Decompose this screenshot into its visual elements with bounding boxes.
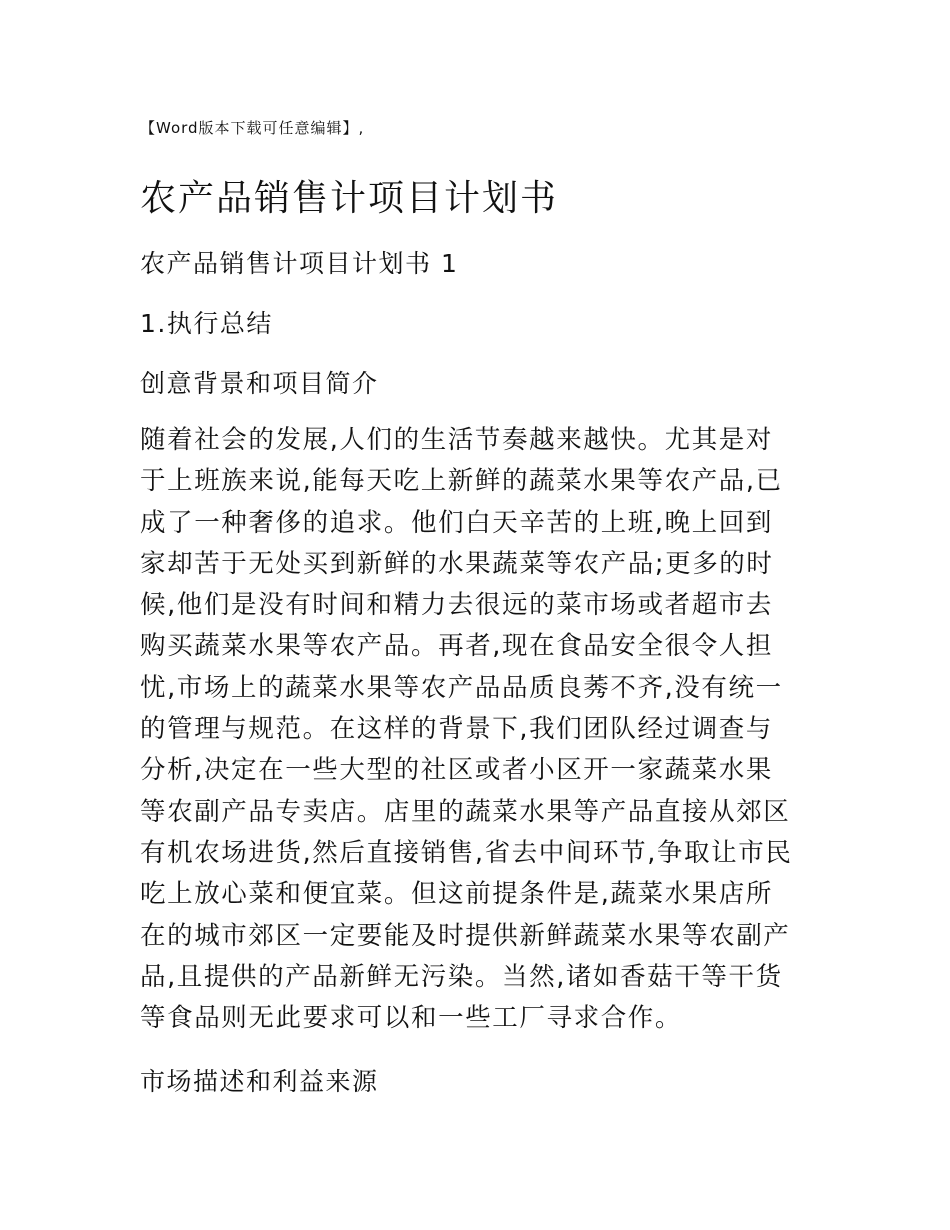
paragraph-line: 有机农场进货,然后直接销售,省去中间环节,争取让市民: [140, 837, 793, 868]
subsection-heading: 创意背景和项目简介: [140, 369, 379, 398]
paragraph-line: 随着社会的发展,人们的生活节奏越来越快。尤其是对: [140, 425, 774, 455]
paragraph-line: 品,且提供的产品新鲜无污染。当然,诸如香菇干等干货: [140, 961, 783, 992]
document-subtitle: 农产品销售计项目计划书 1: [140, 249, 459, 278]
document-title: 农产品销售计项目计划书: [140, 178, 559, 219]
paragraph-line: 候,他们是没有时间和精力去很远的菜市场或者超市去: [140, 590, 774, 621]
section-heading: 1.执行总结: [140, 309, 273, 338]
paragraph-line: 成了一种奢侈的追求。他们白天辛苦的上班,晚上回到: [140, 507, 774, 538]
paragraph-line: 忧,市场上的蔬菜水果等农产品品质良莠不齐,没有统一: [140, 672, 783, 703]
download-note: 【Word版本下载可任意编辑】,: [140, 119, 365, 137]
paragraph-line: 的管理与规范。在这样的背景下,我们团队经过调查与: [140, 714, 774, 745]
paragraph-line: 家却苦于无处买到新鲜的水果蔬菜等农产品;更多的时: [140, 548, 774, 579]
subsection-heading: 市场描述和利益来源: [140, 1067, 379, 1096]
paragraph-line: 购买蔬菜水果等农产品。再者,现在食品安全很令人担: [140, 631, 774, 662]
paragraph-line: 在的城市郊区一定要能及时提供新鲜蔬菜水果等农副产: [140, 920, 791, 951]
paragraph-line: 于上班族来说,能每天吃上新鲜的蔬菜水果等农产品,已: [140, 466, 783, 497]
paragraph-line: 等农副产品专卖店。店里的蔬菜水果等产品直接从郊区: [140, 796, 791, 827]
body-paragraph: [140, 420, 792, 1039]
paragraph-line: 吃上放心菜和便宜菜。但这前提条件是,蔬菜水果店所: [140, 879, 774, 910]
paragraph-line: 分析,决定在一些大型的社区或者小区开一家蔬菜水果: [140, 755, 774, 786]
paragraph-line: 等食品则无此要求可以和一些工厂寻求合作。: [140, 1003, 683, 1034]
